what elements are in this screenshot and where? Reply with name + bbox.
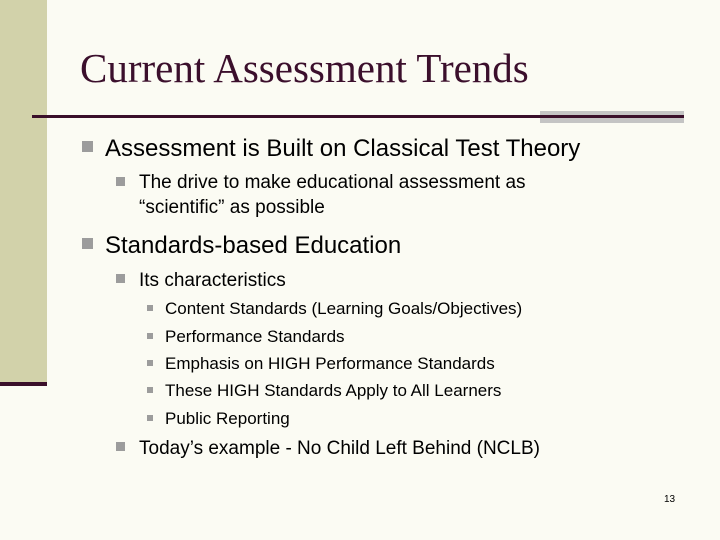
- bullet-text: These HIGH Standards Apply to All Learners: [165, 381, 502, 400]
- left-accent-line: [0, 382, 47, 386]
- square-bullet-icon: [147, 415, 153, 421]
- square-bullet-icon: [82, 238, 93, 249]
- bullet-text: Public Reporting: [165, 409, 290, 428]
- bullet-text: Its characteristics: [139, 270, 286, 291]
- bullet-item: [82, 133, 580, 166]
- bullet-text: Standards-based Education: [105, 232, 402, 259]
- square-bullet-icon: [82, 141, 93, 152]
- title-rule: [32, 115, 684, 118]
- bullet-item: [147, 407, 290, 430]
- bullet-text: Content Standards (Learning Goals/Objectives): [165, 299, 523, 318]
- bullet-item: [147, 352, 495, 375]
- bullet-item: [116, 268, 286, 294]
- bullet-text: Emphasis on HIGH Performance Standards: [165, 354, 495, 373]
- bullet-item: [82, 230, 401, 263]
- square-bullet-icon: [116, 177, 125, 186]
- bullet-text: The drive to make educational assessment as “scientific” as possible: [139, 172, 526, 218]
- bullet-item: [116, 171, 609, 220]
- bullet-item: [147, 297, 522, 320]
- square-bullet-icon: [147, 333, 153, 339]
- square-bullet-icon: [116, 274, 125, 283]
- square-bullet-icon: [147, 387, 153, 393]
- square-bullet-icon: [147, 305, 153, 311]
- bullet-text: Performance Standards: [165, 327, 345, 346]
- bullet-item: [147, 325, 345, 348]
- bullet-text: Today’s example - No Child Left Behind (NCLB): [139, 438, 540, 459]
- bullet-item: [116, 436, 540, 462]
- slide-title: Current Assessment Trends: [80, 45, 529, 91]
- bullet-text: Assessment is Built on Classical Test Theory: [105, 135, 581, 162]
- left-accent-band: [0, 0, 47, 386]
- page-number: 13: [664, 494, 676, 505]
- square-bullet-icon: [147, 360, 153, 366]
- bullet-item: [147, 379, 501, 402]
- square-bullet-icon: [116, 442, 125, 451]
